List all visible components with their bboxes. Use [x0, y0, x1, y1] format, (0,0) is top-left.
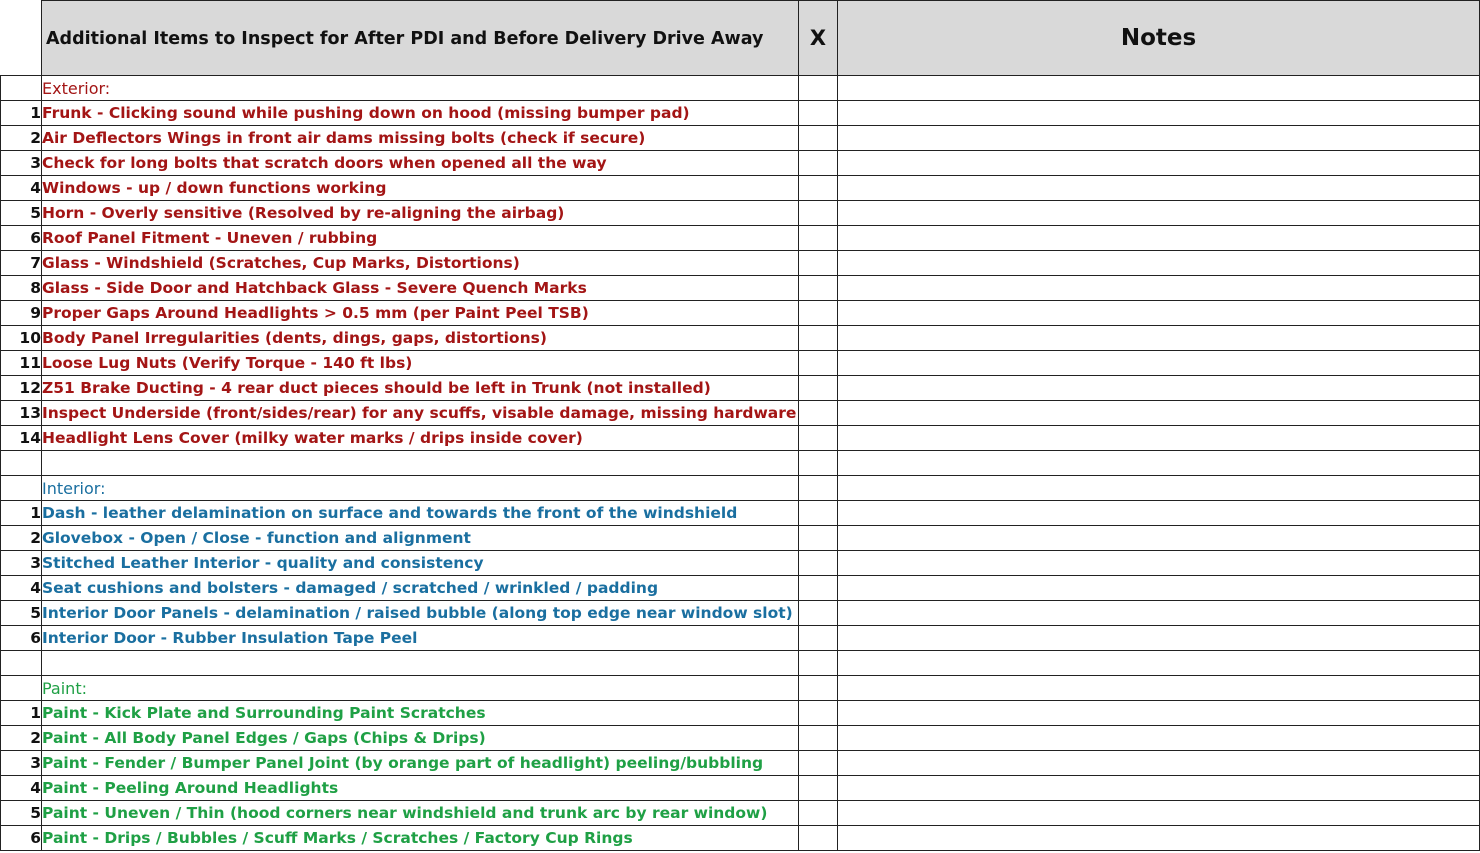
check-x-cell[interactable] — [799, 576, 838, 601]
checklist-row — [1, 551, 1480, 576]
check-x-cell[interactable] — [799, 751, 838, 776]
notes-cell[interactable] — [838, 651, 1480, 676]
notes-cell[interactable] — [838, 451, 1480, 476]
checklist-row — [1, 701, 1480, 726]
notes-cell[interactable] — [838, 826, 1480, 851]
check-x-cell[interactable] — [799, 426, 838, 451]
checklist-row — [1, 576, 1480, 601]
item-number[interactable]: 10 — [1, 326, 42, 351]
item-description[interactable]: Stitched Leather Interior - quality and consistency — [42, 551, 799, 576]
row-number-cell[interactable] — [1, 76, 42, 101]
item-description[interactable]: Glass - Side Door and Hatchback Glass - Severe Quench Marks — [42, 276, 799, 301]
item-number[interactable]: 1 — [1, 101, 42, 126]
notes-cell[interactable] — [838, 501, 1480, 526]
check-x-cell[interactable] — [799, 401, 838, 426]
item-number[interactable]: 2 — [1, 126, 42, 151]
item-number[interactable]: 4 — [1, 576, 42, 601]
checklist-row — [1, 751, 1480, 776]
checklist-row — [1, 151, 1480, 176]
check-x-cell[interactable] — [799, 476, 838, 501]
notes-cell[interactable] — [838, 301, 1480, 326]
header-row — [1, 1, 1480, 76]
check-x-cell[interactable] — [799, 651, 838, 676]
checklist-row — [1, 251, 1480, 276]
notes-cell[interactable] — [838, 326, 1480, 351]
checklist-body — [1, 76, 1480, 851]
item-description[interactable]: Windows - up / down functions working — [42, 176, 799, 201]
header-x-cell[interactable]: X — [799, 1, 838, 76]
check-x-cell[interactable] — [799, 351, 838, 376]
check-x-cell[interactable] — [799, 526, 838, 551]
check-x-cell[interactable] — [799, 76, 838, 101]
item-description[interactable]: Proper Gaps Around Headlights > 0.5 mm (per Paint Peel TSB) — [42, 301, 799, 326]
check-x-cell[interactable] — [799, 601, 838, 626]
notes-cell[interactable] — [838, 751, 1480, 776]
item-number[interactable]: 8 — [1, 276, 42, 301]
spacer-row — [1, 451, 1480, 476]
item-number[interactable]: 11 — [1, 351, 42, 376]
item-description[interactable]: Frunk - Clicking sound while pushing down on hood (missing bumper pad) — [42, 101, 799, 126]
notes-cell[interactable] — [838, 626, 1480, 651]
item-description[interactable]: Dash - leather delamination on surface and towards the front of the windshield — [42, 501, 799, 526]
checklist-row — [1, 326, 1480, 351]
notes-cell[interactable] — [838, 401, 1480, 426]
notes-cell[interactable] — [838, 251, 1480, 276]
check-x-cell[interactable] — [799, 801, 838, 826]
item-description[interactable]: Z51 Brake Ducting - 4 rear duct pieces should be left in Trunk (not installed) — [42, 376, 799, 401]
notes-cell[interactable] — [838, 576, 1480, 601]
check-x-cell[interactable] — [799, 551, 838, 576]
item-number[interactable]: 6 — [1, 826, 42, 851]
section-header-row-paint — [1, 676, 1480, 701]
checklist-row — [1, 626, 1480, 651]
check-x-cell[interactable] — [799, 701, 838, 726]
item-number[interactable]: 5 — [1, 201, 42, 226]
notes-cell[interactable] — [838, 101, 1480, 126]
item-number[interactable]: 3 — [1, 751, 42, 776]
notes-cell[interactable] — [838, 526, 1480, 551]
item-description[interactable]: Interior Door Panels - delamination / raised bubble (along top edge near window slot) — [42, 601, 799, 626]
item-description[interactable]: Air Deflectors Wings in front air dams missing bolts (check if secure) — [42, 126, 799, 151]
item-description[interactable]: Seat cushions and bolsters - damaged / scratched / wrinkled / padding — [42, 576, 799, 601]
notes-cell[interactable] — [838, 426, 1480, 451]
item-number[interactable]: 12 — [1, 376, 42, 401]
checklist-row — [1, 776, 1480, 801]
section-header-row-interior — [1, 476, 1480, 501]
check-x-cell[interactable] — [799, 226, 838, 251]
item-description[interactable]: Paint - All Body Panel Edges / Gaps (Chips & Drips) — [42, 726, 799, 751]
notes-cell[interactable] — [838, 376, 1480, 401]
section-label-exterior[interactable]: Exterior: — [42, 76, 799, 101]
notes-cell[interactable] — [838, 801, 1480, 826]
checklist-row — [1, 126, 1480, 151]
checklist-row — [1, 401, 1480, 426]
check-x-cell[interactable] — [799, 676, 838, 701]
item-number[interactable]: 5 — [1, 601, 42, 626]
item-description[interactable]: Roof Panel Fitment - Uneven / rubbing — [42, 226, 799, 251]
row-number-cell[interactable] — [1, 476, 42, 501]
item-description[interactable]: Headlight Lens Cover (milky water marks / drips inside cover) — [42, 426, 799, 451]
notes-cell[interactable] — [838, 776, 1480, 801]
check-x-cell[interactable] — [799, 201, 838, 226]
item-number[interactable]: 1 — [1, 701, 42, 726]
notes-cell[interactable] — [838, 351, 1480, 376]
section-label-interior[interactable]: Interior: — [42, 476, 799, 501]
item-description[interactable]: Horn - Overly sensitive (Resolved by re-aligning the airbag) — [42, 201, 799, 226]
item-description[interactable]: Glovebox - Open / Close - function and alignment — [42, 526, 799, 551]
item-cell[interactable] — [42, 451, 799, 476]
checklist-row — [1, 301, 1480, 326]
check-x-cell[interactable] — [799, 276, 838, 301]
checklist-row — [1, 201, 1480, 226]
checklist-row — [1, 601, 1480, 626]
check-x-cell[interactable] — [799, 451, 838, 476]
item-number[interactable]: 9 — [1, 301, 42, 326]
check-x-cell[interactable] — [799, 776, 838, 801]
item-description[interactable]: Loose Lug Nuts (Verify Torque - 140 ft lbs) — [42, 351, 799, 376]
notes-cell[interactable] — [838, 151, 1480, 176]
notes-cell[interactable] — [838, 701, 1480, 726]
checklist-row — [1, 726, 1480, 751]
item-description[interactable]: Glass - Windshield (Scratches, Cup Marks, Distortions) — [42, 251, 799, 276]
check-x-cell[interactable] — [799, 251, 838, 276]
check-x-cell[interactable] — [799, 176, 838, 201]
notes-cell[interactable] — [838, 676, 1480, 701]
notes-cell[interactable] — [838, 551, 1480, 576]
check-x-cell[interactable] — [799, 101, 838, 126]
checklist-row — [1, 226, 1480, 251]
section-header-row-exterior — [1, 76, 1480, 101]
checklist-row — [1, 826, 1480, 851]
checklist-row — [1, 101, 1480, 126]
notes-cell[interactable] — [838, 726, 1480, 751]
check-x-cell[interactable] — [799, 326, 838, 351]
item-description[interactable]: Paint - Kick Plate and Surrounding Paint Scratches — [42, 701, 799, 726]
notes-cell[interactable] — [838, 601, 1480, 626]
item-number[interactable]: 6 — [1, 626, 42, 651]
row-number-cell[interactable] — [1, 651, 42, 676]
item-number[interactable]: 3 — [1, 551, 42, 576]
item-number[interactable]: 4 — [1, 176, 42, 201]
check-x-cell[interactable] — [799, 301, 838, 326]
header-notes-cell[interactable]: Notes — [838, 1, 1480, 76]
item-description[interactable]: Paint - Peeling Around Headlights — [42, 776, 799, 801]
item-number[interactable]: 5 — [1, 801, 42, 826]
item-description[interactable]: Body Panel Irregularities (dents, dings, gaps, distortions) — [42, 326, 799, 351]
item-description[interactable]: Paint - Drips / Bubbles / Scuff Marks / Scratches / Factory Cup Rings — [42, 826, 799, 851]
item-description[interactable]: Interior Door - Rubber Insulation Tape Peel — [42, 626, 799, 651]
item-number[interactable]: 14 — [1, 426, 42, 451]
item-description[interactable]: Check for long bolts that scratch doors when opened all the way — [42, 151, 799, 176]
checklist-row — [1, 526, 1480, 551]
item-description[interactable]: Paint - Uneven / Thin (hood corners near windshield and trunk arc by rear window) — [42, 801, 799, 826]
item-number[interactable]: 7 — [1, 251, 42, 276]
item-number[interactable]: 4 — [1, 776, 42, 801]
notes-cell[interactable] — [838, 276, 1480, 301]
item-number[interactable]: 3 — [1, 151, 42, 176]
row-number-cell[interactable] — [1, 676, 42, 701]
item-number[interactable]: 1 — [1, 501, 42, 526]
item-number[interactable]: 6 — [1, 226, 42, 251]
checklist-row — [1, 176, 1480, 201]
notes-cell[interactable] — [838, 226, 1480, 251]
notes-cell[interactable] — [838, 76, 1480, 101]
checklist-row — [1, 351, 1480, 376]
checklist-row — [1, 276, 1480, 301]
check-x-cell[interactable] — [799, 376, 838, 401]
item-number[interactable]: 2 — [1, 726, 42, 751]
row-number-cell[interactable] — [1, 451, 42, 476]
checklist-title: Additional Items to Inspect for After PDI and Before Delivery Drive Away — [46, 29, 764, 49]
item-number[interactable]: 13 — [1, 401, 42, 426]
notes-cell[interactable] — [838, 476, 1480, 501]
check-x-cell[interactable] — [799, 826, 838, 851]
notes-cell[interactable] — [838, 126, 1480, 151]
section-label-paint[interactable]: Paint: — [42, 676, 799, 701]
check-x-cell[interactable] — [799, 126, 838, 151]
checklist-row — [1, 376, 1480, 401]
check-x-cell[interactable] — [799, 501, 838, 526]
notes-cell[interactable] — [838, 201, 1480, 226]
checklist-row — [1, 426, 1480, 451]
check-x-cell[interactable] — [799, 626, 838, 651]
item-description[interactable]: Inspect Underside (front/sides/rear) for any scuffs, visable damage, missing hardware — [42, 401, 799, 426]
item-number[interactable]: 2 — [1, 526, 42, 551]
check-x-cell[interactable] — [799, 151, 838, 176]
checklist-row — [1, 801, 1480, 826]
checklist-row — [1, 501, 1480, 526]
notes-cell[interactable] — [838, 176, 1480, 201]
item-cell[interactable] — [42, 651, 799, 676]
check-x-cell[interactable] — [799, 726, 838, 751]
spacer-row — [1, 651, 1480, 676]
header-title-cell[interactable] — [42, 1, 799, 76]
item-description[interactable]: Paint - Fender / Bumper Panel Joint (by orange part of headlight) peeling/bubbling — [42, 751, 799, 776]
header-number-cell[interactable] — [1, 1, 42, 76]
